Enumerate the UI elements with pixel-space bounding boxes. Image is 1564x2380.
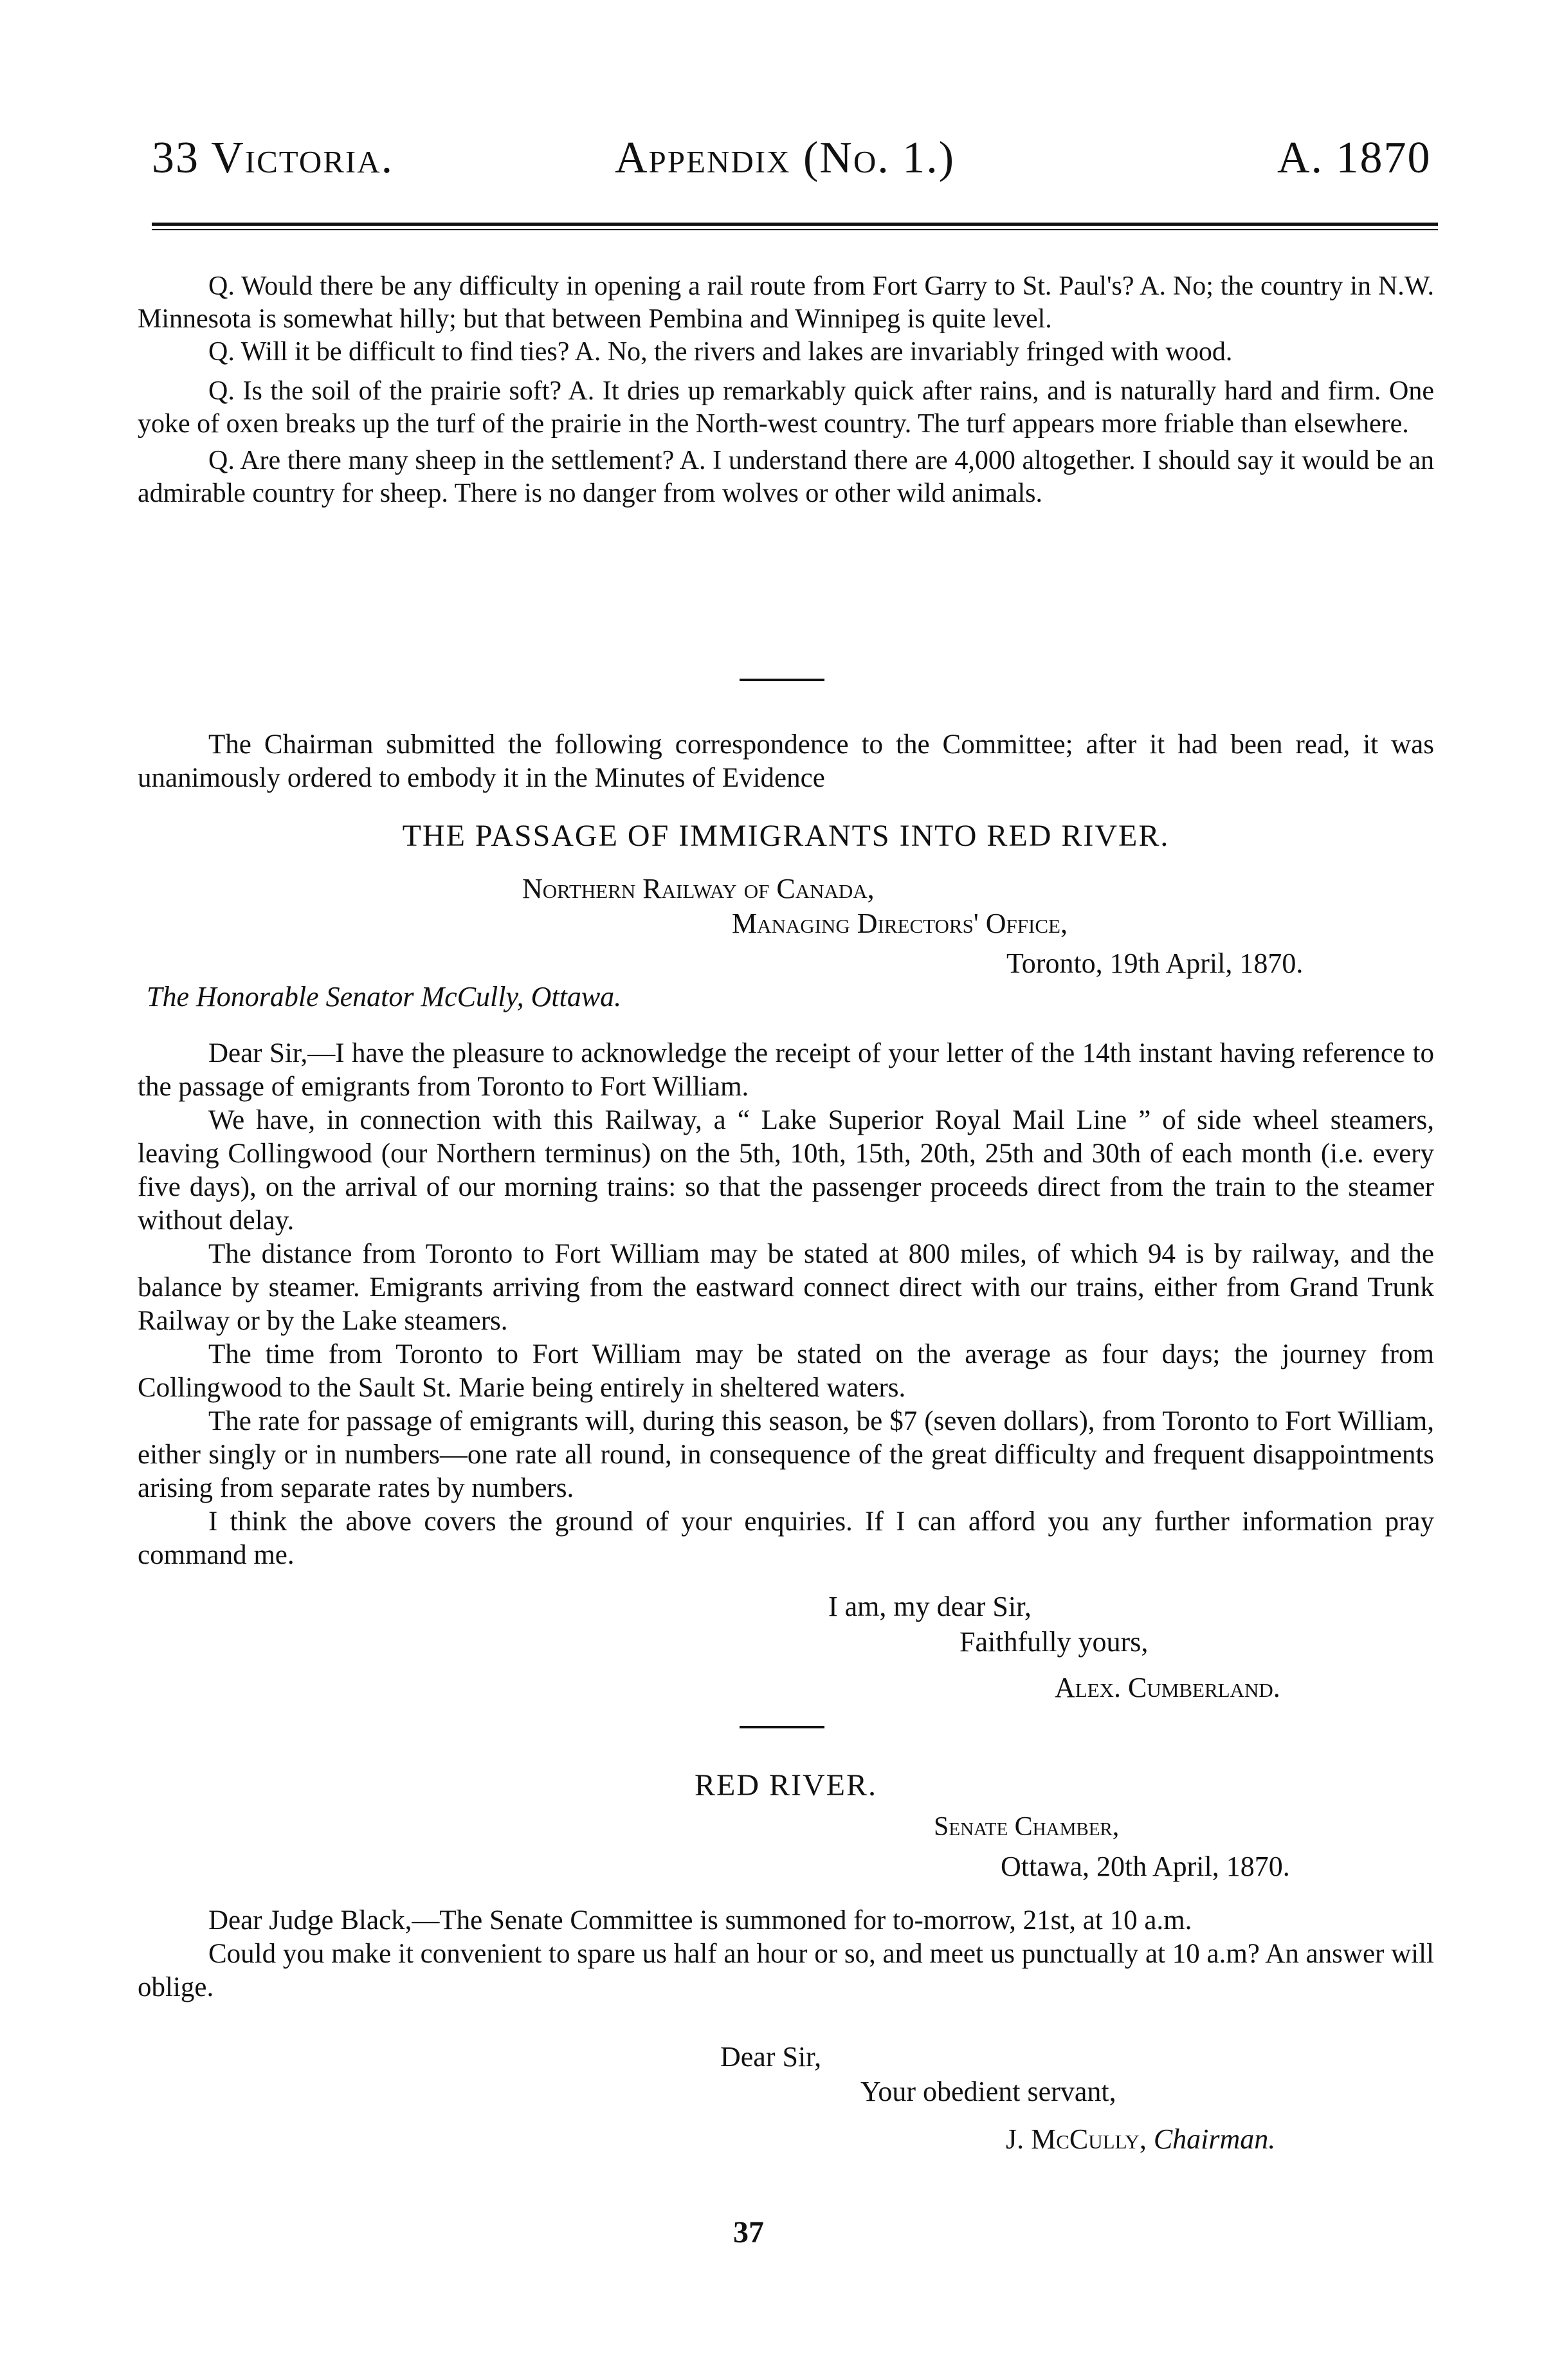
letter1-title: THE PASSAGE OF IMMIGRANTS INTO RED RIVER.: [402, 819, 1170, 853]
letter1-org: Northern Railway of Canada,: [522, 873, 875, 904]
letter1-signature: Alex. Cumberland.: [1055, 1672, 1280, 1703]
letter1-body: [138, 1037, 1434, 1572]
header-appendix: Appendix (No. 1.): [615, 133, 956, 183]
header-rule: [152, 223, 1438, 226]
letter1-date: Toronto, 19th April, 1870.: [1006, 947, 1304, 979]
intro-paragraph: [138, 728, 1434, 795]
letter2-signature-title: Chairman.: [1153, 2123, 1276, 2155]
letter2-org: Senate Chamber,: [934, 1812, 1120, 1842]
header-year: A. 1870: [1277, 133, 1432, 183]
section-divider: [740, 1726, 824, 1728]
letter1-paragraph: Dear Sir,—I have the pleasure to acknowledge the receipt of your letter of the 14th instant having reference to the passage of emigrants from Toronto to Fort William.: [138, 1038, 1434, 1102]
letter2-signature-name: J. McCully,: [1006, 2123, 1147, 2155]
letter2-closing2: Your obedient servant,: [860, 2076, 1116, 2107]
letter2-signature: [1006, 2123, 1275, 2156]
letter2-body: [138, 1904, 1434, 2004]
header-rule-thin: [152, 229, 1438, 230]
qa-item: Q. Is the soil of the prairie soft? A. It dries up remarkably quick after rains, and is naturally hard and firm. One yoke of oxen breaks up the turf of the prairie in the North-west country. The turf appears more friable than elsewhere.: [138, 376, 1434, 439]
letter1-paragraph: The distance from Toronto to Fort William may be stated at 800 miles, of which 94 is by railway, and the balance by steamer. Emigrants arriving from the eastward connect direct with our trains, either from Grand Trunk Railway or by the Lake steamers.: [138, 1239, 1434, 1336]
letter1-addressee: The Honorable Senator McCully, Ottawa.: [147, 981, 622, 1012]
letter2-paragraph: Dear Judge Black,—The Senate Committee is summoned for to-morrow, 21st, at 10 a.m.: [208, 1905, 1192, 1936]
section-divider: [740, 679, 824, 681]
letter1-closing2: Faithfully yours,: [959, 1626, 1149, 1658]
letter1-paragraph: I think the above covers the ground of your enquiries. If I can afford you any further information pray command me.: [138, 1506, 1434, 1570]
letter1-paragraph: We have, in connection with this Railway, a “ Lake Superior Royal Mail Line ” of side wheel steamers, leaving Collingwood (our Northern terminus) on the 5th, 10th, 15th, 20th, 25th and 30th of each month (i.e. every five days), on the arrival of our morning trains: so that the passenger proceeds direct from the train to the steamer without delay.: [138, 1105, 1434, 1236]
letter2-paragraph: Could you make it convenient to spare us half an hour or so, and meet us punctually at 10 a.m? An answer will oblige.: [138, 1939, 1434, 2002]
intro-text: The Chairman submitted the following correspondence to the Committee; after it had been read, it was unanimously ordered to embody it in the Minutes of Evidence: [138, 729, 1434, 793]
letter1-office: Managing Directors' Office,: [732, 908, 1068, 939]
letter2-closing: Dear Sir,: [720, 2041, 822, 2073]
qa-item: Q. Are there many sheep in the settlement? A. I understand there are 4,000 altogether. I should say it would be an admirable country for sheep. There is no danger from wolves or other wild animals.: [138, 446, 1434, 508]
letter1-closing: I am, my dear Sir,: [828, 1591, 1032, 1622]
qa-item: Q. Will it be difficult to find ties? A. No, the rivers and lakes are invariably fringed with wood.: [208, 337, 1233, 367]
page-number: 37: [733, 2215, 764, 2249]
running-header: [152, 133, 1438, 203]
letter2-date: Ottawa, 20th April, 1870.: [1001, 1851, 1290, 1882]
qa-section: [138, 270, 1434, 510]
letter1-paragraph: The rate for passage of emigrants will, during this season, be $7 (seven dollars), from Toronto to Fort William, either singly or in numbers—one rate all round, in consequence of the great difficulty and frequent disappointments arising from separate rates by numbers.: [138, 1406, 1434, 1503]
letter1-paragraph: The time from Toronto to Fort William may be stated on the average as four days; the journey from Collingwood to the Sault St. Marie being entirely in sheltered waters.: [138, 1339, 1434, 1403]
header-session: 33 Victoria.: [152, 133, 394, 183]
qa-item: Q. Would there be any difficulty in opening a rail route from Fort Garry to St. Paul's? A. No; the country in N.W. Minnesota is somewhat hilly; but that between Pembina and Winnipeg is quite level.: [138, 271, 1434, 334]
letter2-title: RED RIVER.: [695, 1768, 877, 1802]
